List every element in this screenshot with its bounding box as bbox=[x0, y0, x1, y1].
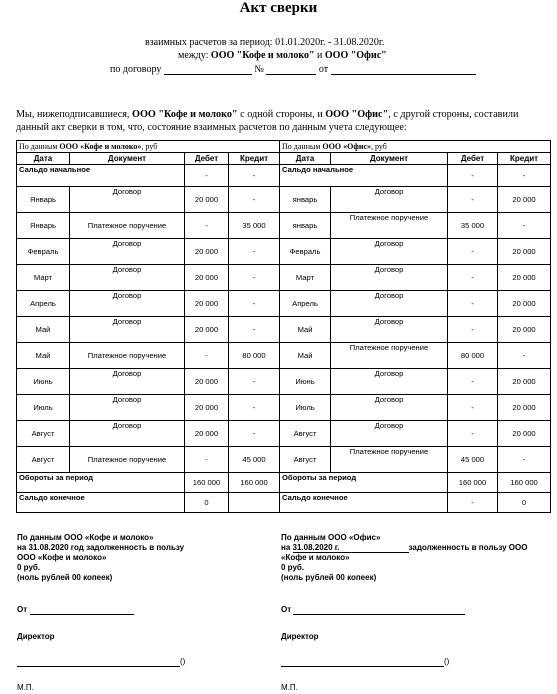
left-signature-paren: () bbox=[180, 657, 186, 666]
left-credit: - bbox=[229, 265, 280, 291]
right-credit: 20 000 bbox=[498, 291, 551, 317]
right-conclusion bbox=[281, 533, 527, 583]
left-date: Май bbox=[17, 343, 70, 369]
col-document: Документ bbox=[331, 153, 448, 165]
left-document: Договор bbox=[70, 421, 185, 447]
right-conclusion-line2: на 31.08.2020 г. задолженность в пользу ООО bbox=[281, 543, 528, 552]
left-credit: - bbox=[229, 291, 280, 317]
left-date: Июль bbox=[17, 395, 70, 421]
intro-text-3: , с другой стороны, составили данный акт сверки в том, что, состояние взаимных расчетов по данным учета следующее: bbox=[16, 109, 519, 133]
right-credit: - bbox=[498, 447, 551, 473]
table-row bbox=[17, 213, 551, 239]
left-debit: 20 000 bbox=[185, 317, 229, 343]
closing-label: Сальдо конечное bbox=[280, 493, 448, 513]
contract-date-field[interactable] bbox=[331, 64, 476, 75]
right-credit: - bbox=[498, 213, 551, 239]
left-document: Договор bbox=[70, 265, 185, 291]
right-debit: 35 000 bbox=[448, 213, 498, 239]
opening-right-credit: - bbox=[498, 165, 551, 187]
right-document: Договор bbox=[331, 239, 448, 265]
and-word: и bbox=[317, 50, 323, 61]
right-debit: - bbox=[448, 187, 498, 213]
contract-number-field[interactable] bbox=[266, 64, 316, 75]
column-header-row bbox=[17, 153, 551, 165]
left-from-label: От bbox=[17, 605, 28, 614]
left-date: Август bbox=[17, 421, 70, 447]
left-debit: 20 000 bbox=[185, 239, 229, 265]
left-conclusion-words: (ноль рублей 00 копеек) bbox=[17, 573, 113, 582]
table-row bbox=[17, 395, 551, 421]
turnover-label: Обороты за период bbox=[280, 473, 448, 493]
turnover-left-debit: 160 000 bbox=[185, 473, 229, 493]
right-debit: 45 000 bbox=[448, 447, 498, 473]
right-credit: 20 000 bbox=[498, 421, 551, 447]
col-document: Документ bbox=[70, 153, 185, 165]
party2-name: ООО "Офис" bbox=[324, 50, 387, 61]
left-credit: 45 000 bbox=[229, 447, 280, 473]
table-row bbox=[17, 447, 551, 473]
right-signature-line[interactable] bbox=[281, 666, 444, 667]
turnover-right-debit: 160 000 bbox=[448, 473, 498, 493]
left-conclusion-line2: на 31.08.2020 год задолженность в пользу bbox=[17, 543, 185, 552]
right-document: Договор bbox=[331, 369, 448, 395]
table-row bbox=[17, 317, 551, 343]
right-debit: - bbox=[448, 421, 498, 447]
left-credit: - bbox=[229, 421, 280, 447]
right-document: Платежное поручение bbox=[331, 447, 448, 473]
intro-paragraph bbox=[16, 108, 546, 134]
left-credit: - bbox=[229, 369, 280, 395]
left-document: Платежное поручение bbox=[70, 213, 185, 239]
right-from-label: От bbox=[281, 605, 292, 614]
turnover-left-credit: 160 000 bbox=[229, 473, 280, 493]
right-date: Май bbox=[280, 343, 331, 369]
left-date: Июнь bbox=[17, 369, 70, 395]
left-director-label: Директор bbox=[17, 632, 55, 641]
right-date: Май bbox=[280, 317, 331, 343]
right-date-field: 31.08.2020 г. bbox=[293, 543, 409, 553]
right-date: Август bbox=[280, 447, 331, 473]
left-date: Май bbox=[17, 317, 70, 343]
right-document: Платежное поручение bbox=[331, 213, 448, 239]
turnover-right-credit: 160 000 bbox=[498, 473, 551, 493]
reconciliation-table bbox=[16, 140, 551, 513]
right-credit: 20 000 bbox=[498, 317, 551, 343]
right-signature-paren: () bbox=[444, 657, 450, 666]
left-stamp-label: М.П. bbox=[17, 683, 34, 692]
left-side-title: По данным ООО «Кофе и молоко», руб bbox=[17, 141, 280, 153]
right-debit: - bbox=[448, 369, 498, 395]
col-debit: Дебет bbox=[185, 153, 229, 165]
table-row bbox=[17, 369, 551, 395]
left-debit: 20 000 bbox=[185, 421, 229, 447]
party1-name: ООО "Кофе и молоко" bbox=[210, 50, 315, 61]
right-stamp-label: М.П. bbox=[281, 683, 298, 692]
right-side-title: По данным ООО «Офис», руб bbox=[280, 141, 551, 153]
left-document: Договор bbox=[70, 369, 185, 395]
left-document: Договор bbox=[70, 187, 185, 213]
closing-left-credit bbox=[229, 493, 280, 513]
left-date: Август bbox=[17, 447, 70, 473]
turnover-row bbox=[17, 473, 551, 493]
left-credit: 35 000 bbox=[229, 213, 280, 239]
right-credit: 20 000 bbox=[498, 395, 551, 421]
right-document: Договор bbox=[331, 291, 448, 317]
right-credit: 20 000 bbox=[498, 239, 551, 265]
left-date: Март bbox=[17, 265, 70, 291]
contract-line bbox=[110, 64, 476, 75]
left-conclusion-amount: 0 руб. bbox=[17, 563, 41, 572]
left-debit: 20 000 bbox=[185, 265, 229, 291]
right-from-line[interactable] bbox=[293, 614, 465, 615]
right-conclusion-line3: «Кофе и молоко» bbox=[281, 553, 350, 562]
contract-name-field[interactable] bbox=[164, 64, 252, 75]
left-debit: 20 000 bbox=[185, 291, 229, 317]
opening-left-debit: - bbox=[185, 165, 229, 187]
left-credit: 80 000 bbox=[229, 343, 280, 369]
left-date: Февраль bbox=[17, 239, 70, 265]
left-debit: 20 000 bbox=[185, 395, 229, 421]
closing-right-debit: - bbox=[448, 493, 498, 513]
left-document: Договор bbox=[70, 239, 185, 265]
left-credit: - bbox=[229, 395, 280, 421]
right-conclusion-words: (ноль рублей 00 копеек) bbox=[281, 573, 377, 582]
left-conclusion bbox=[17, 533, 184, 583]
right-debit: - bbox=[448, 317, 498, 343]
right-date: Август bbox=[280, 421, 331, 447]
left-debit: 20 000 bbox=[185, 369, 229, 395]
opening-right-debit: - bbox=[448, 165, 498, 187]
left-credit: - bbox=[229, 187, 280, 213]
intro-text-1: Мы, нижеподписавшиеся, bbox=[16, 109, 130, 120]
opening-left-credit: - bbox=[229, 165, 280, 187]
opening-label: Сальдо начальное bbox=[17, 165, 185, 187]
right-date: Июль bbox=[280, 395, 331, 421]
right-credit: - bbox=[498, 343, 551, 369]
right-date: Февраль bbox=[280, 239, 331, 265]
intro-text-2: с одной стороны, и bbox=[240, 109, 323, 120]
right-director-label: Директор bbox=[281, 632, 319, 641]
left-document: Платежное поручение bbox=[70, 447, 185, 473]
left-date: Апрель bbox=[17, 291, 70, 317]
period-text: взаимных расчетов за период: 01.01.2020г. - 31.08.2020г. bbox=[145, 37, 385, 48]
from-word: от bbox=[318, 64, 329, 75]
left-conclusion-line3: ООО «Кофе и молоко» bbox=[17, 553, 107, 562]
parties-line bbox=[178, 50, 387, 61]
left-from-line[interactable] bbox=[30, 614, 134, 615]
period-line bbox=[145, 37, 384, 48]
left-debit: - bbox=[185, 447, 229, 473]
col-debit: Дебет bbox=[448, 153, 498, 165]
closing-balance-row bbox=[17, 493, 551, 513]
document-title: Акт сверки bbox=[239, 0, 318, 16]
table-row bbox=[17, 239, 551, 265]
left-debit: - bbox=[185, 213, 229, 239]
left-signature-line[interactable] bbox=[17, 666, 180, 667]
opening-balance-row bbox=[17, 165, 551, 187]
left-credit: - bbox=[229, 317, 280, 343]
contract-prefix: по договору bbox=[110, 64, 162, 75]
col-credit: Кредит bbox=[229, 153, 280, 165]
right-date: январь bbox=[280, 187, 331, 213]
table-row bbox=[17, 187, 551, 213]
closing-left-debit: 0 bbox=[185, 493, 229, 513]
right-debit: - bbox=[448, 265, 498, 291]
turnover-label: Обороты за период bbox=[17, 473, 185, 493]
opening-label: Сальдо начальное bbox=[280, 165, 448, 187]
left-document: Платежное поручение bbox=[70, 343, 185, 369]
left-document: Договор bbox=[70, 291, 185, 317]
right-credit: 20 000 bbox=[498, 187, 551, 213]
transactions-body bbox=[17, 187, 551, 473]
right-document: Договор bbox=[331, 395, 448, 421]
table-row bbox=[17, 291, 551, 317]
left-date: Январь bbox=[17, 213, 70, 239]
number-sign: № bbox=[254, 64, 264, 75]
right-document: Платежное поручение bbox=[331, 343, 448, 369]
right-document: Договор bbox=[331, 265, 448, 291]
closing-right-credit: 0 bbox=[498, 493, 551, 513]
right-debit: - bbox=[448, 239, 498, 265]
intro-party1: ООО "Кофе и молоко" bbox=[132, 109, 238, 120]
right-debit: - bbox=[448, 395, 498, 421]
right-date: Март bbox=[280, 265, 331, 291]
right-conclusion-amount: 0 руб. bbox=[281, 563, 305, 572]
table-row bbox=[17, 265, 551, 291]
col-date: Дата bbox=[17, 153, 70, 165]
intro-party2: ООО "Офис" bbox=[325, 109, 389, 120]
right-debit: - bbox=[448, 291, 498, 317]
right-credit: 20 000 bbox=[498, 265, 551, 291]
left-document: Договор bbox=[70, 317, 185, 343]
right-document: Договор bbox=[331, 421, 448, 447]
right-document: Договор bbox=[331, 317, 448, 343]
closing-label: Сальдо конечное bbox=[17, 493, 185, 513]
left-credit: - bbox=[229, 239, 280, 265]
left-document: Договор bbox=[70, 395, 185, 421]
right-document: Договор bbox=[331, 187, 448, 213]
right-credit: 20 000 bbox=[498, 369, 551, 395]
between-prefix: между: bbox=[178, 50, 209, 61]
right-date: Июнь bbox=[280, 369, 331, 395]
right-conclusion-line1: По данным ООО «Офис» bbox=[281, 533, 381, 542]
left-debit: 20 000 bbox=[185, 187, 229, 213]
col-credit: Кредит bbox=[498, 153, 551, 165]
table-row bbox=[17, 421, 551, 447]
col-date: Дата bbox=[280, 153, 331, 165]
right-date: Апрель bbox=[280, 291, 331, 317]
right-debit: 80 000 bbox=[448, 343, 498, 369]
left-date: Январь bbox=[17, 187, 70, 213]
right-date: январь bbox=[280, 213, 331, 239]
table-row bbox=[17, 343, 551, 369]
left-debit: - bbox=[185, 343, 229, 369]
left-conclusion-line1: По данным ООО «Кофе и молоко» bbox=[17, 533, 154, 542]
